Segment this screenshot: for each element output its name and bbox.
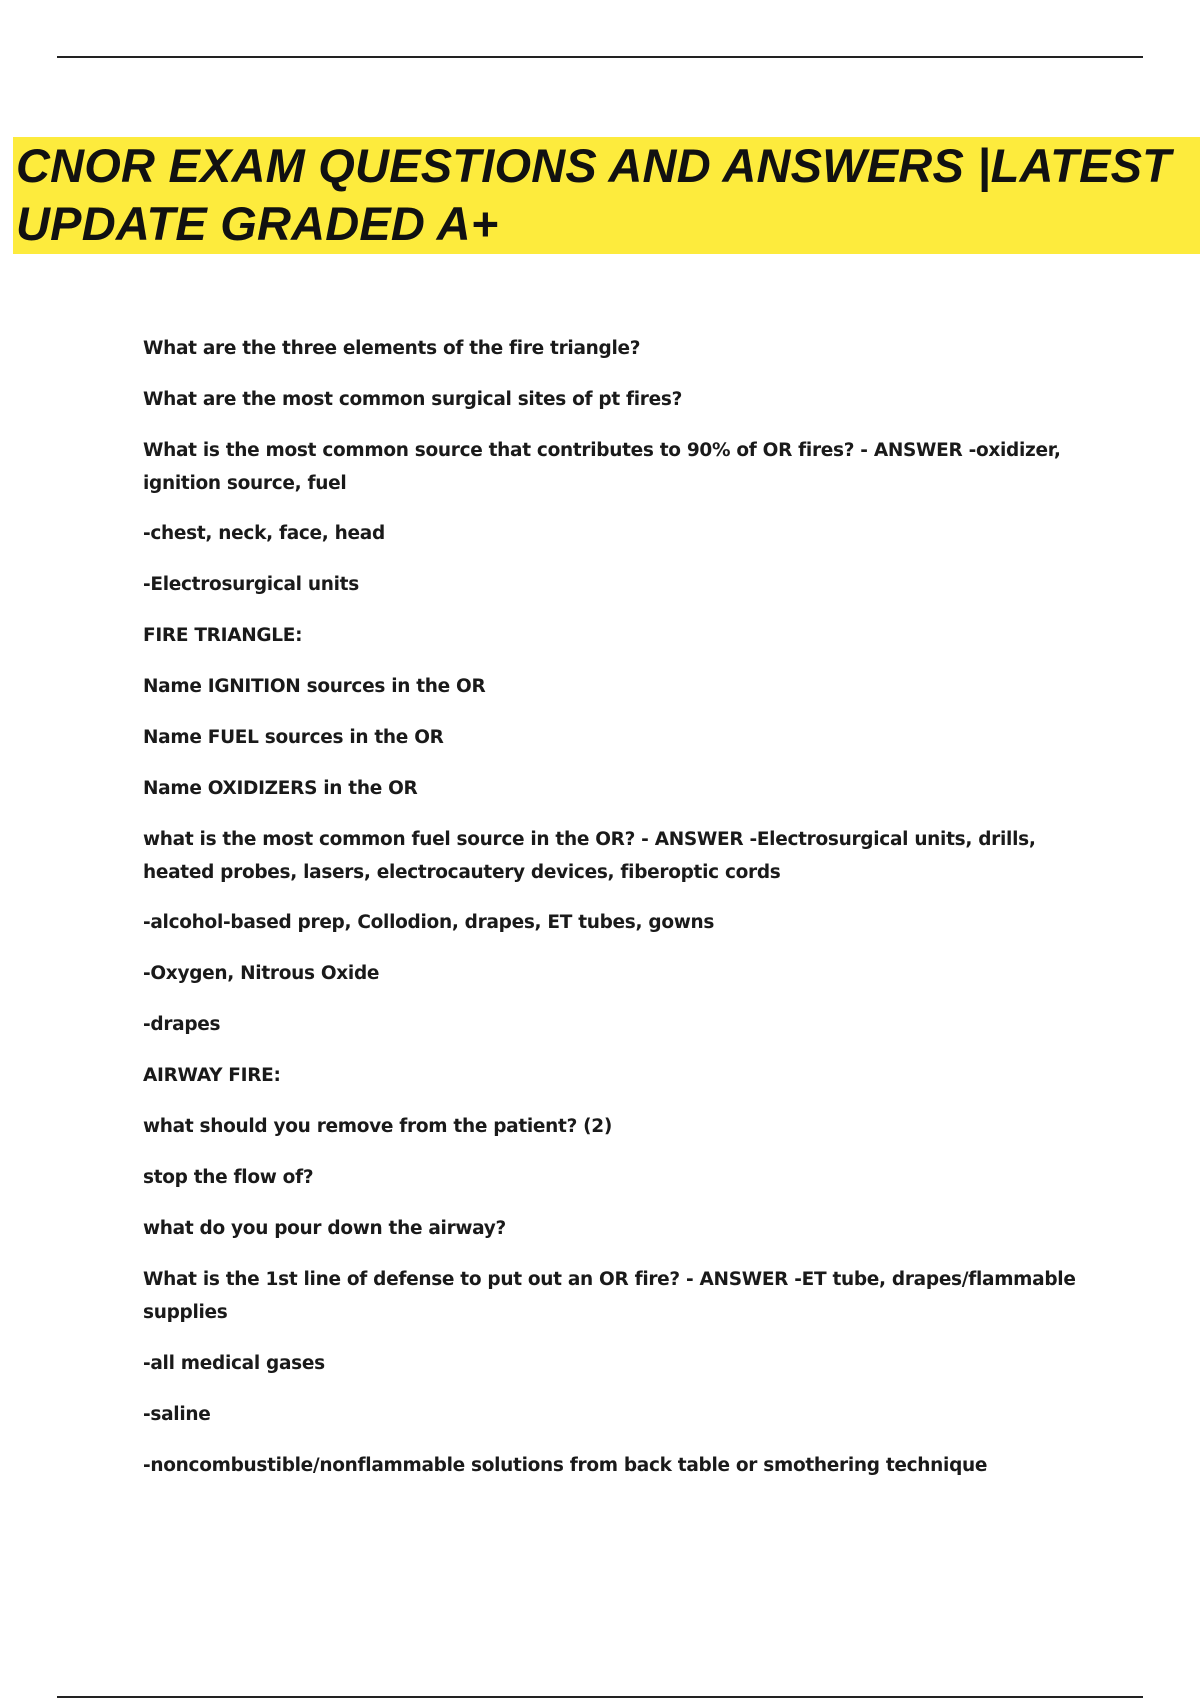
qa-line: -all medical gases: [143, 1353, 325, 1374]
qa-line: -saline: [143, 1404, 211, 1425]
qa-line: -Oxygen, Nitrous Oxide: [143, 963, 380, 984]
footer-rule: [57, 1696, 1143, 1698]
qa-line: Name OXIDIZERS in the OR: [143, 778, 418, 799]
qa-line: What is the most common source that contributes to 90% of OR fires? - ANSWER -oxidizer, ignition source, fuel: [143, 440, 1061, 494]
qa-line: -alcohol-based prep, Collodion, drapes, ET tubes, gowns: [143, 912, 715, 933]
title-highlight: [13, 137, 1200, 254]
qa-content: [143, 332, 1103, 1500]
qa-line: what is the most common fuel source in the OR? - ANSWER -Electrosurgical units, drills, heated probes, lasers, electrocautery devices, fiberoptic cords: [143, 829, 1036, 883]
qa-line: What is the 1st line of defense to put out an OR fire? - ANSWER -ET tube, drapes/flammable supplies: [143, 1269, 1076, 1323]
document-title: [16, 137, 1200, 253]
header-rule: [57, 56, 1143, 58]
qa-line: what do you pour down the airway?: [143, 1218, 506, 1239]
qa-line: What are the most common surgical sites of pt fires?: [143, 389, 683, 410]
qa-line: Name FUEL sources in the OR: [143, 727, 444, 748]
section-heading: FIRE TRIANGLE:: [143, 625, 303, 646]
qa-line: -drapes: [143, 1014, 221, 1035]
qa-line: What are the three elements of the fire triangle?: [143, 338, 641, 359]
title-line-2: UPDATE GRADED A+: [16, 197, 499, 250]
qa-line: Name IGNITION sources in the OR: [143, 676, 486, 697]
title-line-1: CNOR EXAM QUESTIONS AND ANSWERS |LATEST: [16, 139, 1172, 192]
qa-line: stop the flow of?: [143, 1167, 314, 1188]
qa-line: -noncombustible/nonflammable solutions from back table or smothering technique: [143, 1455, 988, 1476]
section-heading: AIRWAY FIRE:: [143, 1065, 281, 1086]
qa-line: what should you remove from the patient? (2): [143, 1116, 613, 1137]
qa-line: -chest, neck, face, head: [143, 523, 385, 544]
qa-line: -Electrosurgical units: [143, 574, 359, 595]
